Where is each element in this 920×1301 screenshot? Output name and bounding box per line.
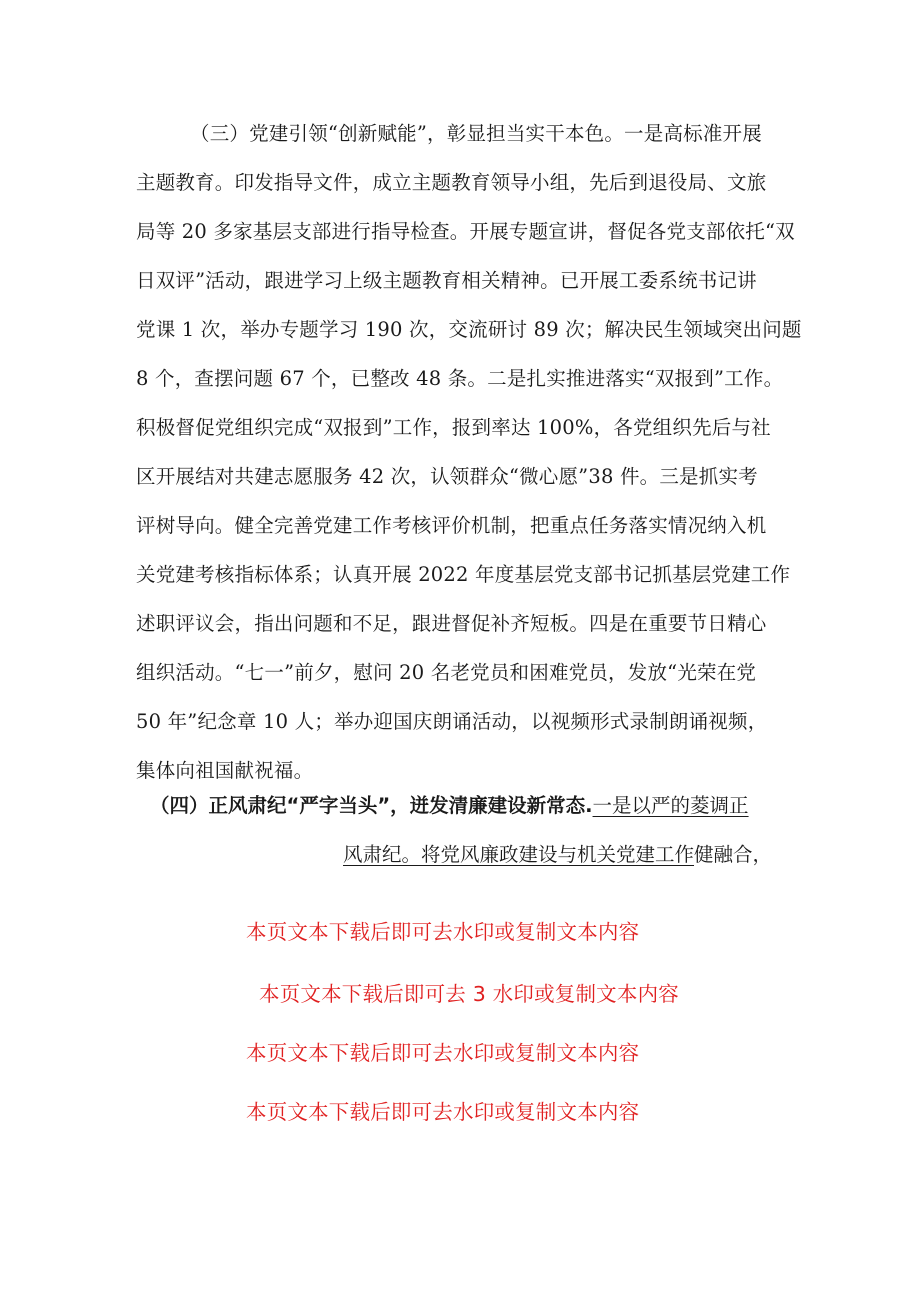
- watermark-text: 本页文本下载后即可去水印或复制文本内容: [246, 1041, 640, 1065]
- paragraph-line: 述职评议会，指出问题和不足，跟进督促补齐短板。四是在重要节日精心: [136, 612, 767, 635]
- watermark-text: 本页文本下载后即可去水印或复制文本内容: [246, 1100, 640, 1124]
- paragraph-line: 8 个，查摆问题 67 个，已整改 48 条。二是扎实推进落实“双报到”工作。: [136, 367, 784, 390]
- paragraph-line: 关党建考核指标体系；认真开展 2022 年度基层党支部书记抓基层党建工作: [136, 563, 791, 586]
- paragraph-line: 局等 20 多家基层支部进行指导检查。开展专题宣讲，督促各党支部依托“双: [136, 220, 795, 243]
- paragraph-line: 积极督促党组织完成“双报到”工作，报到率达 100%，各党组织先后与社: [136, 416, 771, 439]
- paragraph-line: （三）党建引领“创新赋能”，彰显担当实干本色。一是高标准开展: [190, 122, 762, 145]
- paragraph-line: 区开展结对共建志愿服务 42 次，认领群众“微心愿”38 件。三是抓实考: [136, 465, 758, 488]
- section4-line-2: [343, 842, 772, 868]
- section4-first-point: 一是以严的菱调正: [592, 794, 749, 817]
- paragraph-line: 组织活动。“七一”前夕，慰问 20 名老党员和困难党员，发放“光荣在党: [136, 661, 757, 684]
- paragraph-line: 评树导向。健全完善党建工作考核评价机制，把重点任务落实情况纳入机: [136, 514, 767, 537]
- watermark-text: 本页文本下载后即可去 3 水印或复制文本内容: [259, 982, 679, 1006]
- section4-continued-text: 健融合，: [694, 843, 773, 866]
- paragraph-line: 党课 1 次，举办专题学习 190 次，交流研讨 89 次；解决民生领域突出问题: [136, 318, 802, 341]
- paragraph-line: 50 年”纪念章 10 人；举办迎国庆朗诵活动，以视频形式录制朗诵视频，: [136, 710, 768, 733]
- watermark-text: 本页文本下载后即可去水印或复制文本内容: [246, 920, 640, 944]
- section4-line-1: [150, 793, 749, 819]
- section4-underlined-text: 风肃纪。将党风廉政建设与机关党建工作: [343, 843, 695, 866]
- paragraph-line: 日双评”活动，跟进学习上级主题教育相关精神。已开展工委系统书记讲: [136, 269, 757, 292]
- paragraph-line: 主题教育。印发指导文件，成立主题教育领导小组，先后到退役局、文旅: [136, 171, 767, 194]
- paragraph-line: 集体向祖国献祝福。: [136, 759, 314, 782]
- section4-heading: （四）正风肃纪“严字当头”，迸发清廉建设新常态.: [150, 794, 593, 817]
